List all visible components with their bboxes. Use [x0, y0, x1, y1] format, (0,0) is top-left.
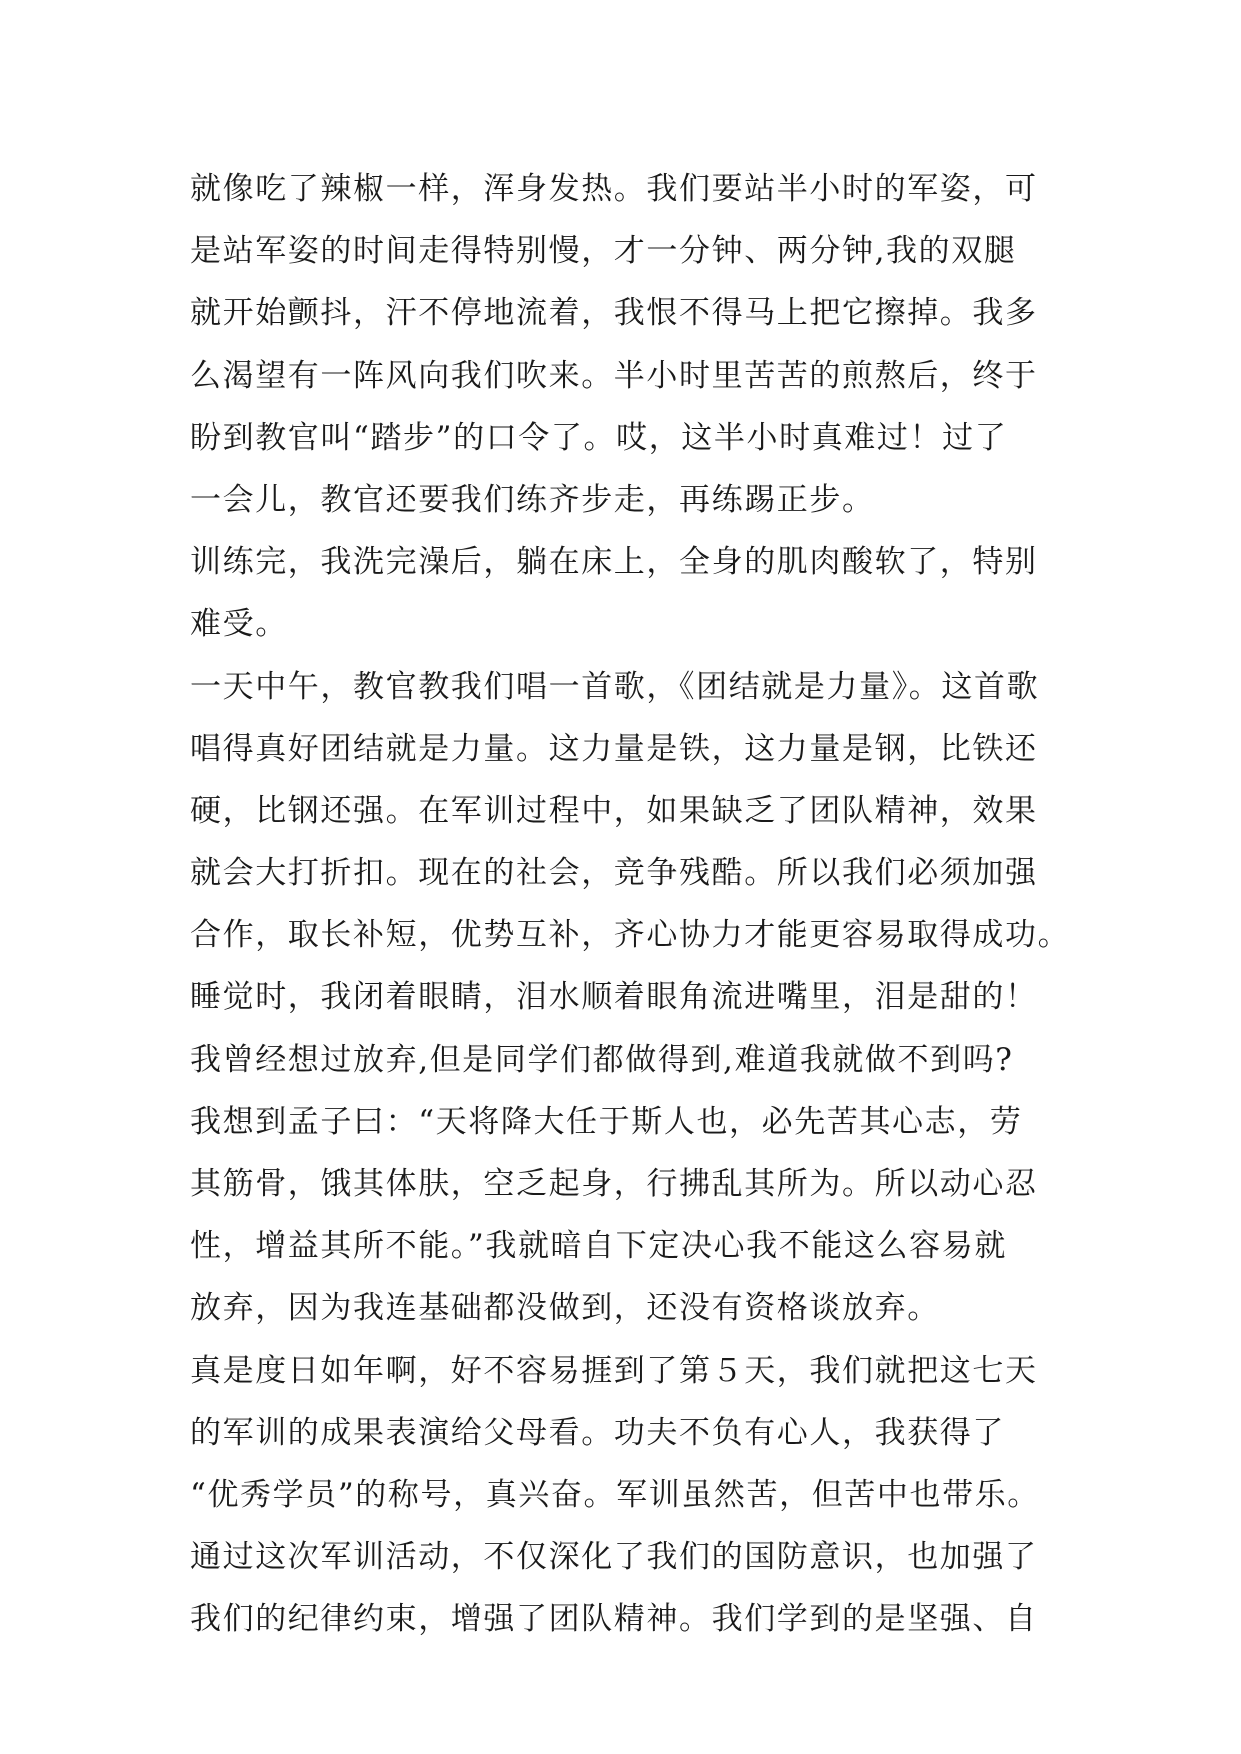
text-line: 我曾经想过放弃,但是同学们都做得到,难道我就做不到吗? [190, 1041, 1014, 1078]
text-line: 性，增益其所不能。”我就暗自下定决心我不能这么容易就 [190, 1228, 1007, 1265]
text-line: 就像吃了辣椒一样，浑身发热。我们要站半小时的军姿，可 [190, 171, 1038, 207]
text-line: 睡觉时，我闭着眼睛，泪水顺着眼角流进嘴里，泪是甜的！ [190, 979, 1038, 1016]
text-line: 硬，比钢还强。在军训过程中，如果缺乏了团队精神，效果 [190, 792, 1038, 829]
text-line: 就会大打折扣。现在的社会，竞争残酷。所以我们必须加强 [190, 855, 1038, 892]
text-line: 的军训的成果表演给父母看。功夫不负有心人，我获得了 [190, 1414, 1005, 1451]
text-line: 唱得真好团结就是力量。这力量是铁，这力量是钢，比铁还 [190, 730, 1038, 767]
text-line: 难受。 [190, 606, 288, 643]
text-line: 我想到孟子曰：“天将降大任于斯人也，必先苦其心志，劳 [190, 1103, 1023, 1140]
text-line: 盼到教官叫“踏步”的口令了。哎，这半小时真难过！过了 [190, 419, 1008, 456]
text-line: 通过这次军训活动，不仅深化了我们的国防意识，也加强了 [190, 1539, 1038, 1576]
text-line: “优秀学员”的称号，真兴奋。军训虽然苦，但苦中也带乐。 [190, 1476, 1040, 1513]
text-line: 其筋骨，饿其体肤，空乏起身，行拂乱其所为。所以动心忍 [190, 1166, 1038, 1202]
text-line: 一会儿，教官还要我们练齐步走，再练踢正步。 [190, 481, 875, 518]
text-line: 训练完，我洗完澡后，躺在床上，全身的肌肉酸软了，特别 [190, 544, 1038, 581]
text-line: 放弃，因为我连基础都没做到，还没有资格谈放弃。 [190, 1290, 940, 1327]
text-line: 我们的纪律约束，增强了团队精神。我们学到的是坚强、自 [190, 1601, 1038, 1638]
text-line: 真是度日如年啊，好不容易捱到了第５天，我们就把这七天 [190, 1352, 1038, 1389]
body-text [190, 158, 1071, 1651]
text-line: 就开始颤抖，汗不停地流着，我恨不得马上把它擦掉。我多 [190, 295, 1038, 332]
text-line: 一天中午，教官教我们唱一首歌，《团结就是力量》。这首歌 [190, 668, 1040, 705]
text-line: 合作，取长补短，优势互补，齐心协力才能更容易取得成功。 [190, 917, 1071, 954]
text-line: 么渴望有一阵风向我们吹来。半小时里苦苦的煎熬后，终于 [190, 357, 1038, 394]
text-line: 是站军姿的时间走得特别慢，才一分钟、两分钟,我的双腿 [190, 233, 1017, 270]
